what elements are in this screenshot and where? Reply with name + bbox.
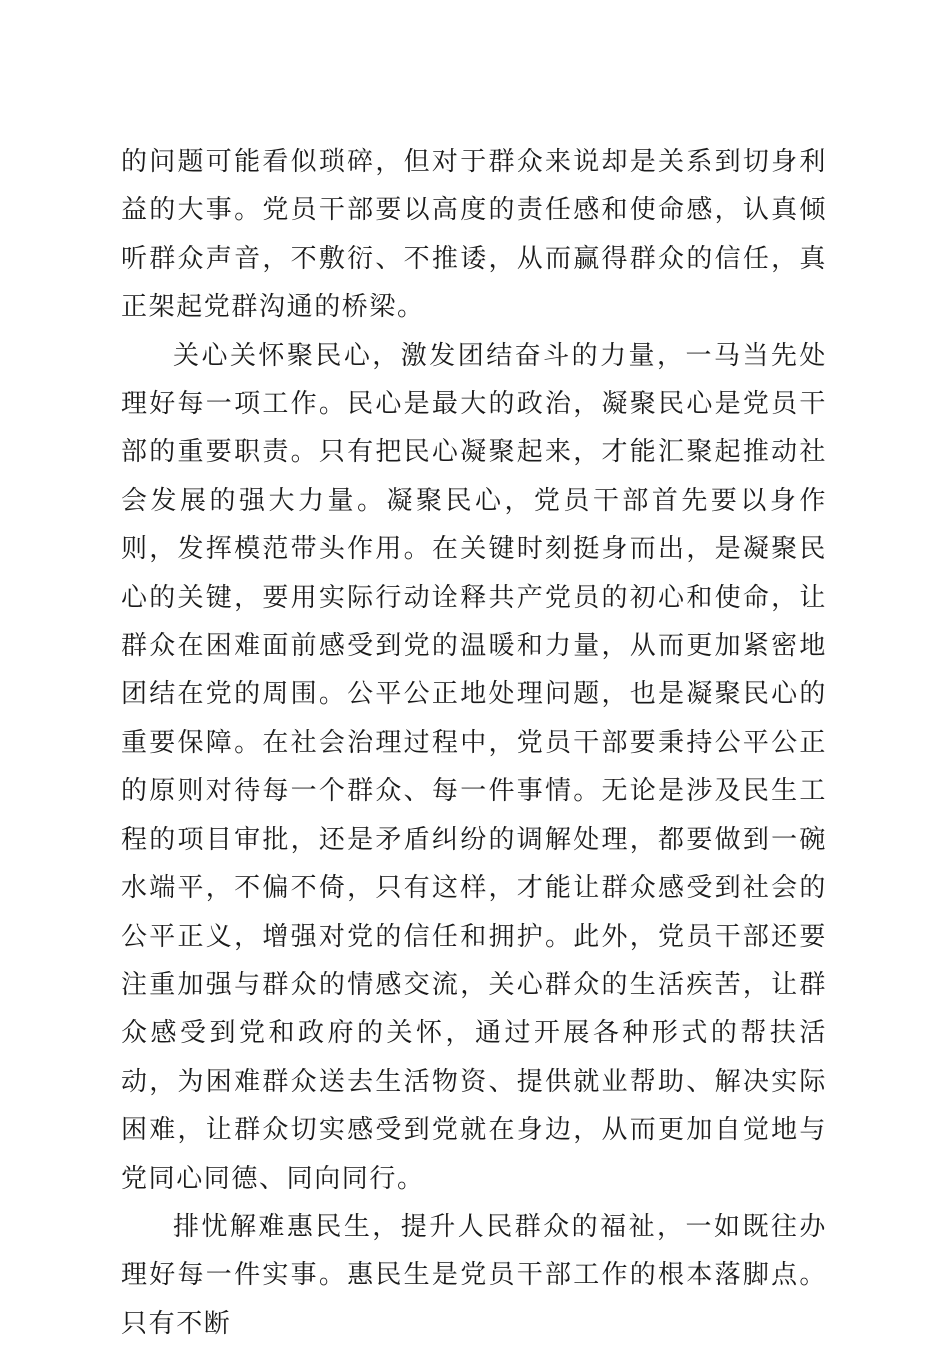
paragraph-unity: 关心关怀聚民心，激发团结奋斗的力量，一马当先处理好每一项工作。民心是最大的政治，凝聚民心是党员干部的重要职责。只有把民心凝聚起来，才能汇聚起推动社会发展的强大力量。凝聚民心，党员干部首先要以身作则，发挥模范带头作用。在关键时刻挺身而出，是凝聚民心的关键，要用实际行动诠释共产党员的初心和使命，让群众在困难面前感受到党的温暖和力量，从而更加紧密地团结在党的周围。公平公正地处理问题，也是凝聚民心的重要保障。在社会治理过程中，党员干部要秉持公平公正的原则对待每一个群众、每一件事情。无论是涉及民生工程的项目审批，还是矛盾纠纷的调解处理，都要做到一碗水端平，不偏不倚，只有这样，才能让群众感受到社会的公平正义，增强对党的信任和拥护。此外，党员干部还要注重加强与群众的情感交流，关心群众的生活疾苦，让群众感受到党和政府的关怀，通过开展各种形式的帮扶活动，为困难群众送去生活物资、提供就业帮助、解决实际困难，让群众切实感受到党就在身边，从而更加自觉地与党同心同德、同向同行。 [121,340,827,1194]
paragraph-livelihood: 排忧解难惠民生，提升人民群众的福祉，一如既往办理好每一件实事。惠民生是党员干部工作的根本落脚点。只有不断 [121,1211,827,1339]
paragraph-continuation: 的问题可能看似琐碎，但对于群众来说却是关系到切身利益的大事。党员干部要以高度的责任感和使命感，认真倾听群众声音，不敷衍、不推诿，从而赢得群众的信任，真正架起党群沟通的桥梁。 [121,147,827,323]
document-body [121,138,827,1348]
